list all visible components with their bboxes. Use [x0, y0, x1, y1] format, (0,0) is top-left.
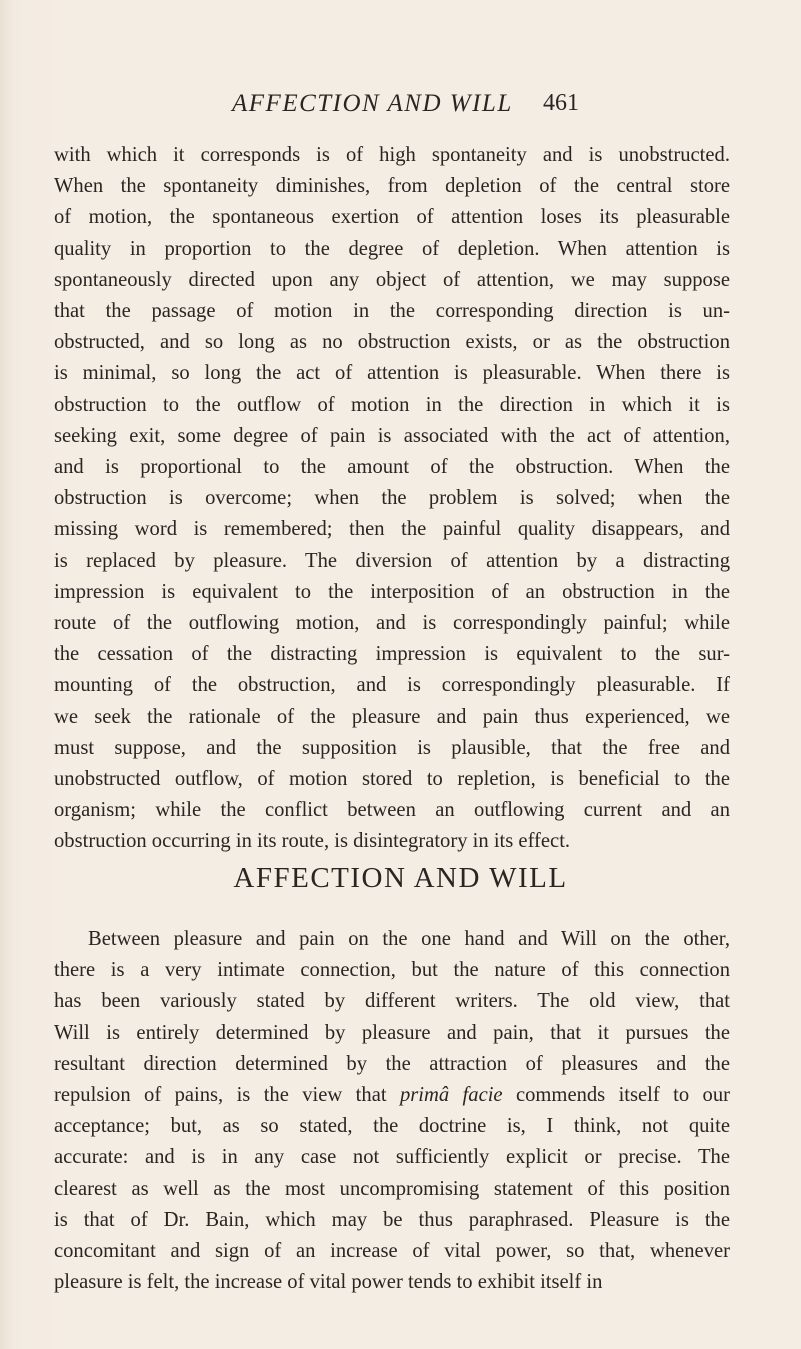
text-line: pleasure is felt, the increase of vital power tends to exhibit itself in [54, 1271, 603, 1294]
paragraph-section-opening [54, 924, 730, 1298]
text-line: of motion, the spontaneous exertion of attention loses its pleasurable [54, 206, 730, 229]
text-line: is replaced by pleasure. The diversion of attention by a distracting [54, 549, 730, 572]
text-line: that the passage of motion in the corresponding direction is un- [54, 300, 730, 323]
text-run: repulsion of pains, is the view that [54, 1084, 400, 1107]
page-number: 461 [543, 90, 579, 116]
text-line: seeking exit, some degree of pain is associated with the act of attention, [54, 424, 730, 447]
text-line: Between pleasure and pain on the one hand and Will on the other, [88, 928, 730, 950]
running-title: AFFECTION AND WILL [232, 90, 513, 117]
text-line: organism; while the conflict between an outflowing current and an [54, 799, 730, 822]
text-line: we seek the rationale of the pleasure and pain thus experienced, we [54, 705, 730, 728]
text-line: quality in proportion to the degree of depletion. When attention is [54, 237, 730, 260]
text-line: spontaneously directed upon any object of attention, we may suppose [54, 268, 730, 291]
text-line: unobstructed outflow, of motion stored to repletion, is beneficial to the [54, 768, 730, 791]
text-line: missing word is remembered; then the painful quality disappears, and [54, 518, 730, 541]
text-line: obstruction to the outflow of motion in the direction in which it is [54, 393, 730, 416]
text-line: concomitant and sign of an increase of vital power, so that, whenever [54, 1240, 730, 1263]
text-line: accurate: and is in any case not sufficiently explicit or precise. The [54, 1146, 730, 1169]
page-header [0, 90, 801, 130]
text-line: there is a very intimate connection, but the nature of this connection [54, 959, 730, 982]
text-line: is minimal, so long the act of attention is pleasurable. When there is [54, 362, 730, 385]
text-line: and is proportional to the amount of the obstruction. When the [54, 456, 730, 479]
text-line: When the spontaneity diminishes, from depletion of the central store [54, 175, 730, 198]
text-line: Will is entirely determined by pleasure and pain, that it pursues the [54, 1021, 730, 1044]
text-line: acceptance; but, as so stated, the doctrine is, I think, not quite [54, 1115, 730, 1138]
text-line: obstructed, and so long as no obstruction exists, or as the obstruction [54, 331, 730, 354]
text-line: has been variously stated by different writers. The old view, that [54, 990, 730, 1013]
text-line: mounting of the obstruction, and is correspondingly pleasurable. If [54, 674, 730, 697]
text-line: obstruction is overcome; when the problem is solved; when the [54, 487, 730, 510]
section-heading: AFFECTION AND WILL [233, 862, 568, 894]
text-line: clearest as well as the most uncompromising statement of this position [54, 1177, 730, 1200]
paragraph-continued [54, 140, 730, 858]
text-line: is that of Dr. Bain, which may be thus paraphrased. Pleasure is the [54, 1208, 730, 1231]
text-line: impression is equivalent to the interposition of an obstruction in the [54, 580, 730, 603]
text-line: with which it corresponds is of high spontaneity and is unobstructed. [54, 144, 730, 166]
italic-phrase: primâ facie [399, 1084, 503, 1107]
text-line: the cessation of the distracting impression is equivalent to the sur- [54, 643, 730, 666]
text-line-with-italic [54, 1080, 730, 1111]
text-line: route of the outflowing motion, and is correspondingly painful; while [54, 612, 730, 635]
text-line: obstruction occurring in its route, is disintegratory in its effect. [54, 830, 571, 853]
text-run: commends itself to our [502, 1084, 731, 1107]
text-line: must suppose, and the supposition is plausible, that the free and [54, 736, 730, 759]
text-line: resultant direction determined by the attraction of pleasures and the [54, 1052, 730, 1075]
